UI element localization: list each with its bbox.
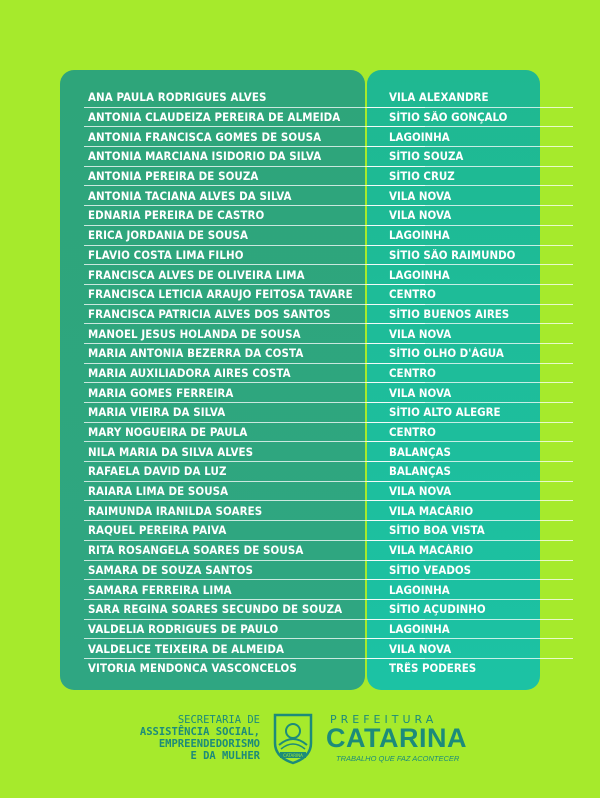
person-name: RAQUEL PEREIRA PAIVA xyxy=(88,524,227,538)
person-name: FRANCISCA LETICIA ARAUJO FEITOSA TAVARE xyxy=(88,288,353,302)
secretaria-line-1: SECRETARIA DE xyxy=(177,714,260,726)
person-locality: SÍTIO BUENOS AIRES xyxy=(389,307,510,321)
person-locality: VILA MACÁRIO xyxy=(389,544,474,558)
secretaria-line-2: ASSISTÊNCIA SOCIAL, xyxy=(139,726,260,738)
person-name: RAIARA LIMA DE SOUSA xyxy=(88,485,229,499)
person-name: ANTONIA TACIANA ALVES DA SILVA xyxy=(88,189,292,203)
person-name: MARIA GOMES FERREIRA xyxy=(88,386,234,400)
secretaria-text xyxy=(140,714,260,762)
person-locality: BALANÇAS xyxy=(389,465,451,479)
person-name: VITORIA MENDONCA VASCONCELOS xyxy=(88,662,297,676)
person-name: EDNARIA PEREIRA DE CASTRO xyxy=(88,209,265,223)
person-name: MARY NOGUEIRA DE PAULA xyxy=(88,426,248,440)
person-name: SARA REGINA SOARES SECUNDO DE SOUZA xyxy=(88,603,343,617)
list-row xyxy=(60,324,540,344)
person-locality: VILA NOVA xyxy=(389,327,452,341)
person-locality: VILA NOVA xyxy=(389,642,452,656)
person-name: ERICA JORDANIA DE SOUSA xyxy=(88,229,249,243)
person-name: ANTONIA CLAUDEIZA PEREIRA DE ALMEIDA xyxy=(88,111,341,125)
person-locality: SÍTIO BOA VISTA xyxy=(389,524,485,538)
person-locality: CENTRO xyxy=(389,426,436,440)
list-row xyxy=(60,482,540,502)
person-locality: SÍTIO VEADOS xyxy=(389,563,472,577)
list-row xyxy=(60,147,540,167)
person-locality: LAGOINHA xyxy=(389,229,450,243)
list-row xyxy=(60,186,540,206)
person-name: FLAVIO COSTA LIMA FILHO xyxy=(88,248,244,262)
secretaria-line-3: EMPREENDEDORISMO xyxy=(158,738,260,750)
list-row xyxy=(60,226,540,246)
person-locality: LAGOINHA xyxy=(389,583,450,597)
footer xyxy=(0,706,600,776)
list-row xyxy=(60,383,540,403)
list-row xyxy=(60,521,540,541)
list-row xyxy=(60,580,540,600)
person-locality: SÍTIO OLHO D'ÁGUA xyxy=(389,347,504,361)
list-row xyxy=(60,561,540,581)
person-locality: VILA NOVA xyxy=(389,189,452,203)
person-locality: VILA ALEXANDRE xyxy=(389,91,489,105)
person-locality: VILA NOVA xyxy=(389,386,452,400)
prefeitura-label: PREFEITURA xyxy=(330,713,438,726)
person-name: MARIA VIEIRA DA SILVA xyxy=(88,406,226,420)
person-locality: LAGOINHA xyxy=(389,622,450,636)
person-locality: CENTRO xyxy=(389,366,436,380)
person-name: MANOEL JESUS HOLANDA DE SOUSA xyxy=(88,327,301,341)
list-row xyxy=(60,167,540,187)
person-locality: LAGOINHA xyxy=(389,130,450,144)
person-name: MARIA ANTONIA BEZERRA DA COSTA xyxy=(88,347,304,361)
person-locality: SÍTIO SOUZA xyxy=(389,150,464,164)
list-row xyxy=(60,659,540,679)
person-locality: SÍTIO SÃO RAIMUNDO xyxy=(389,248,516,262)
beneficiary-list xyxy=(60,88,540,679)
secretaria-line-4: E DA MULHER xyxy=(190,750,260,762)
person-name: SAMARA DE SOUZA SANTOS xyxy=(88,563,253,577)
list-row xyxy=(60,265,540,285)
city-name: CATARINA xyxy=(326,723,467,753)
list-row xyxy=(60,462,540,482)
person-locality: LAGOINHA xyxy=(389,268,450,282)
person-name: RAIMUNDA IRANILDA SOARES xyxy=(88,504,263,518)
list-row xyxy=(60,88,540,108)
person-name: VALDELICE TEIXEIRA DE ALMEIDA xyxy=(88,642,285,656)
person-locality: SÍTIO AÇUDINHO xyxy=(389,603,486,617)
person-name: SAMARA FERREIRA LIMA xyxy=(88,583,232,597)
person-name: RITA ROSANGELA SOARES DE SOUSA xyxy=(88,544,304,558)
person-name: ANTONIA MARCIANA ISIDORIO DA SILVA xyxy=(88,150,322,164)
list-row xyxy=(60,344,540,364)
emblem-label: CATARINA xyxy=(283,753,303,758)
list-row xyxy=(60,127,540,147)
list-row xyxy=(60,620,540,640)
list-row xyxy=(60,403,540,423)
list-row xyxy=(60,423,540,443)
list-row xyxy=(60,364,540,384)
person-name: NILA MARIA DA SILVA ALVES xyxy=(88,445,254,459)
person-locality: SÍTIO ALTO ALEGRE xyxy=(389,406,501,420)
person-locality: CENTRO xyxy=(389,288,436,302)
person-locality: SÍTIO CRUZ xyxy=(389,170,455,184)
slogan: TRABALHO QUE FAZ ACONTECER xyxy=(336,754,460,763)
city-emblem-icon xyxy=(271,711,315,765)
list-row xyxy=(60,442,540,462)
person-name: FRANCISCA ALVES DE OLIVEIRA LIMA xyxy=(88,268,305,282)
person-locality: BALANÇAS xyxy=(389,445,451,459)
list-row xyxy=(60,285,540,305)
list-row xyxy=(60,246,540,266)
list-row xyxy=(60,206,540,226)
person-name: ANTONIA FRANCISCA GOMES DE SOUSA xyxy=(88,130,322,144)
person-name: MARIA AUXILIADORA AIRES COSTA xyxy=(88,366,291,380)
person-locality: VILA MACÁRIO xyxy=(389,504,474,518)
person-name: RAFAELA DAVID DA LUZ xyxy=(88,465,227,479)
person-name: ANA PAULA RODRIGUES ALVES xyxy=(88,91,267,105)
list-row xyxy=(60,541,540,561)
person-locality: TRÊS PODERES xyxy=(389,662,477,676)
list-row xyxy=(60,600,540,620)
list-row xyxy=(60,305,540,325)
person-locality: SÍTIO SÃO GONÇALO xyxy=(389,111,508,125)
person-locality: VILA NOVA xyxy=(389,485,452,499)
person-name: FRANCISCA PATRICIA ALVES DOS SANTOS xyxy=(88,307,331,321)
person-name: ANTONIA PEREIRA DE SOUZA xyxy=(88,170,259,184)
person-name: VALDELIA RODRIGUES DE PAULO xyxy=(88,622,279,636)
list-row xyxy=(60,108,540,128)
person-locality: VILA NOVA xyxy=(389,209,452,223)
list-row xyxy=(60,501,540,521)
list-row xyxy=(60,639,540,659)
